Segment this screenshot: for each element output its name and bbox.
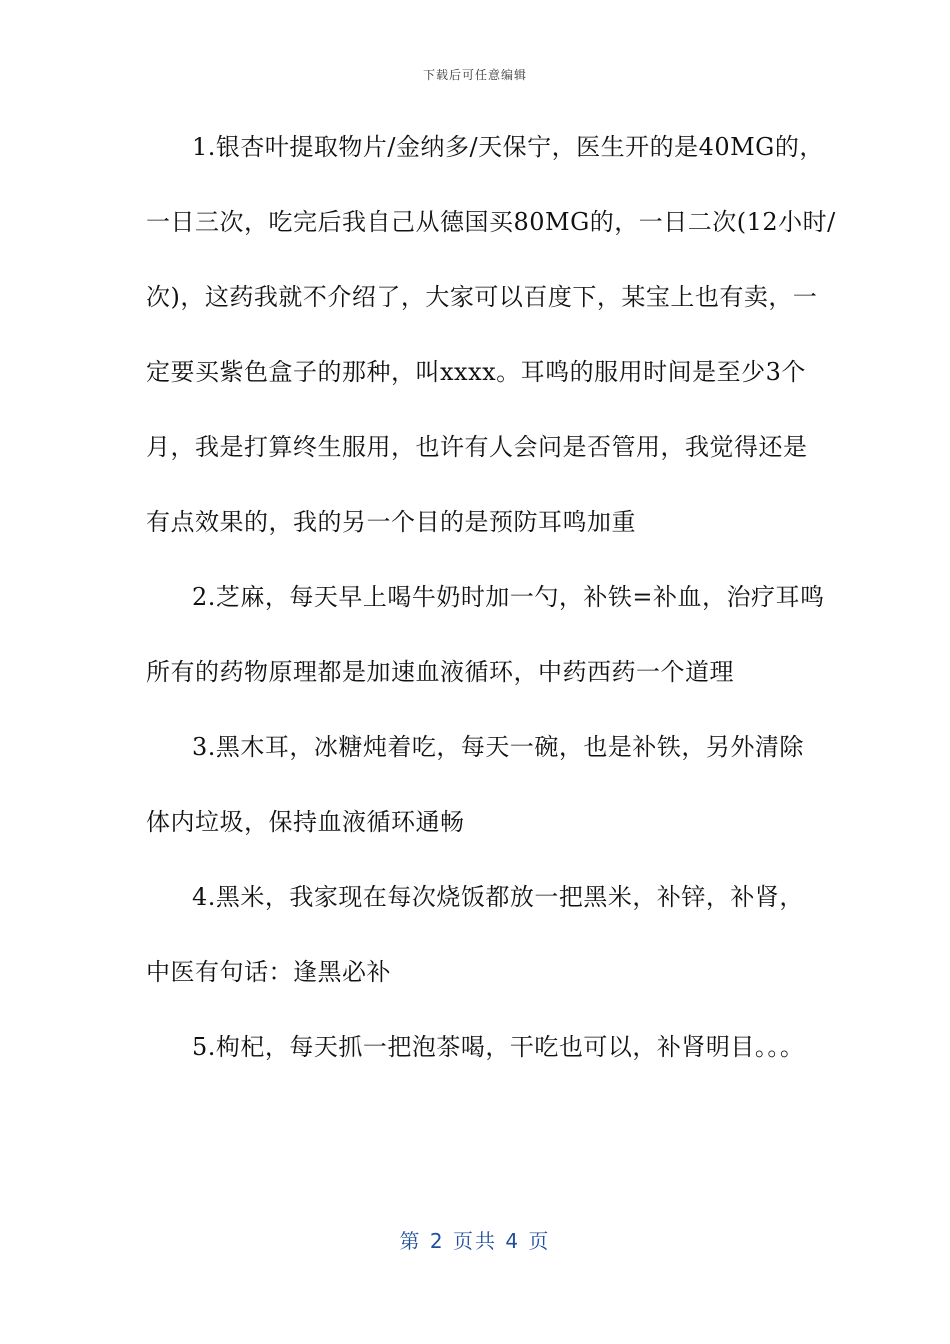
paragraph-1-line-1: 1.银杏叶提取物片/金纳多/天保宁，医生开的是40MG的，: [192, 133, 824, 161]
paragraph-1-line-3: 次)，这药我就不介绍了，大家可以百度下，某宝上也有卖，一: [146, 283, 818, 311]
paragraph-1-line-2: 一日三次，吃完后我自己从德国买80MG的，一日二次(12小时/: [146, 208, 836, 236]
paragraph-3-line-1: 3.黑木耳，冰糖炖着吃，每天一碗，也是补铁，另外清除: [192, 733, 804, 761]
paragraph-5-line-1: 5.枸杞，每天抓一把泡茶喝，干吃也可以，补肾明目。。。: [192, 1033, 805, 1061]
paragraph-1-line-5: 月，我是打算终生服用，也许有人会问是否管用，我觉得还是: [146, 433, 808, 461]
page-number-footer: 第 2 页共 4 页: [399, 1229, 551, 1253]
paragraph-4-line-1: 4.黑米，我家现在每次烧饭都放一把黑米，补锌，补肾，: [192, 883, 804, 911]
page-header: 下载后可任意编辑: [422, 68, 527, 82]
paragraph-1-line-4: 定要买紫色盒子的那种，叫xxxx。耳鸣的服用时间是至少3个: [146, 358, 806, 386]
paragraph-1-line-6: 有点效果的，我的另一个目的是预防耳鸣加重: [146, 508, 636, 536]
paragraph-3-line-2: 体内垃圾，保持血液循环通畅: [146, 808, 465, 836]
paragraph-2-line-2: 所有的药物原理都是加速血液循环，中药西药一个道理: [146, 658, 734, 686]
paragraph-2-line-1: 2.芝麻，每天早上喝牛奶时加一勺，补铁=补血，治疗耳鸣: [192, 583, 825, 611]
paragraph-4-line-2: 中医有句话：逢黑必补: [146, 958, 391, 986]
document-body: [146, 128, 836, 1103]
